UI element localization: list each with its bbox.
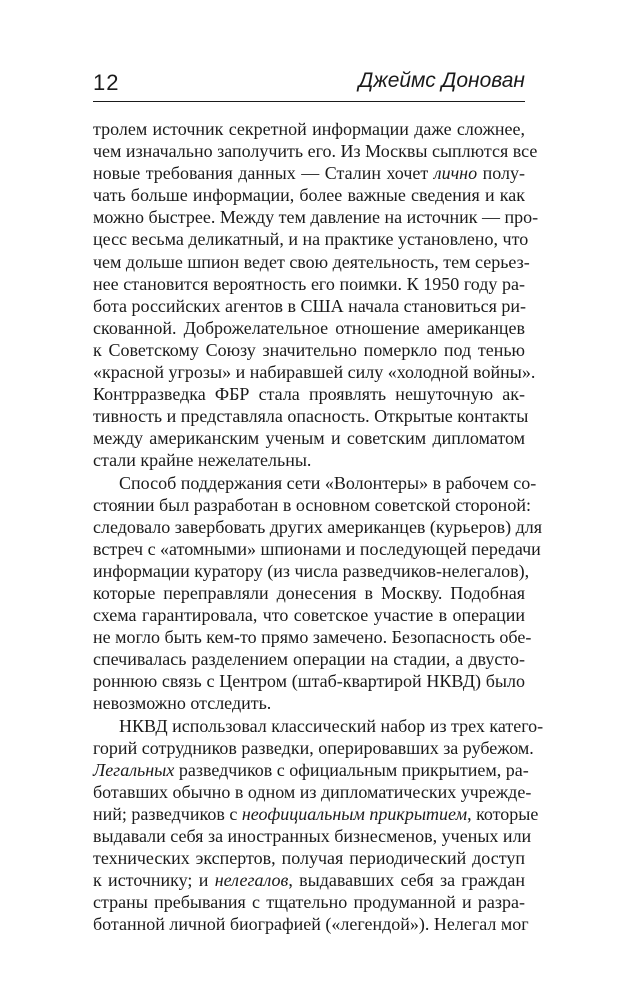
text-line [93,273,525,295]
body-text [93,118,544,935]
line-text: информации куратору (из числа разведчиков-нелегалов), [93,560,530,581]
text-line [93,869,525,891]
text-line [93,560,530,582]
line-text: тролем источник секретной информации даже сложнее, [93,119,525,139]
line-text: горий сотрудников разведки, оперировавших за рубежом. [93,737,534,758]
text-line [93,913,529,935]
line-text: спечивалась разделением операции на стадии, а двусто- [93,649,525,670]
text-line [93,361,536,383]
text-line [93,449,525,471]
line-text: Контрразведка ФБР стала проявлять нешуточную ак- [93,384,525,405]
text-line [93,206,539,228]
line-text: «красной угрозы» и набиравшей силу «холодной войны». [93,362,536,383]
line-text: новые требования данных — Сталин хочет [93,163,434,184]
line-text: следовало завербовать других американцев (курьеров) для [93,516,543,537]
text-line [93,759,529,781]
text-line [93,339,525,361]
line-text: можно быстрее. Между тем давление на источник — про- [93,207,539,228]
line-text: бота российских агентов в США начала становиться ри- [93,295,526,316]
text-line [93,670,525,692]
line-text: чем изначально заполучить его. Из Москвы сыплются все [93,141,538,162]
text-line [93,251,530,273]
line-emphasis: нелегалов [214,870,289,891]
line-text: не могло быть кем-то прямо замечено. Безопасность обе- [93,627,532,648]
line-emphasis: неофициальным прикрытием [241,803,468,824]
text-line [93,692,525,714]
page-header [93,64,525,104]
line-text: Способ поддержания сети «Волонтеры» в рабочем со- [119,472,537,493]
text-line [93,847,525,869]
paragraph-3 [93,715,544,936]
text-line [93,317,525,339]
line-text: которые переправляли донесения в Москву. Подобная [93,582,525,603]
text-line [93,472,537,494]
text-line [93,494,531,516]
text-line [93,228,529,250]
text-line [93,295,525,317]
text-line [93,162,525,184]
line-text: выдавали себя за иностранных бизнесменов, ученых или [93,826,532,846]
line-text: чать больше информации, более важные сведения и как [93,185,525,206]
text-line [93,825,532,847]
text-line [93,118,525,140]
header-rule [93,101,525,102]
text-line [93,648,525,670]
text-line [93,538,541,560]
line-text-tail: разведчиков с официальным прикрытием, ра- [174,759,529,780]
line-text: между американским ученым и советским дипломатом [93,428,525,449]
line-text: технических экспертов, получая периодический доступ [93,848,525,869]
text-line [93,604,525,626]
line-text: встреч с «атомными» шпионами и последующей передачи [93,538,541,559]
line-text: цесс весьма деликатный, и на практике установлено, что [93,229,529,250]
line-text-tail: , которые [467,803,539,824]
text-line [93,781,532,803]
line-text: тивность и представляла опасность. Открытые контакты [93,406,529,427]
text-line [93,715,544,737]
line-text: схема гарантировала, что советское участие в операции [93,605,525,626]
line-text: скованной. Доброжелательное отношение американцев [93,317,525,338]
line-text: ботанной личной биографией («легендой»). Нелегал мог [93,914,529,935]
running-title: Джеймс Донован [358,69,525,92]
text-line [93,405,529,427]
text-line [93,383,525,405]
text-line [93,516,543,538]
line-emphasis: Легальных [93,759,175,780]
text-line [93,737,534,759]
line-text: к источнику; и [93,870,215,891]
line-text: НКВД использовал классический набор из трех катего- [119,715,544,736]
line-text: невозможно отследить. [93,693,272,714]
line-text: ботавших обычно в одном из дипломатических учрежде- [93,781,532,802]
line-text: чем дольше шпион ведет свою деятельность, тем серьез- [93,251,530,272]
paragraph-1 [93,118,539,472]
line-text: к Советскому Союзу значительно померкло под тенью [93,339,525,360]
line-text: роннюю связь с Центром (штаб-квартирой НКВД) было [93,671,525,692]
text-line [93,427,525,449]
text-line [93,803,539,825]
line-text: стоянии был разработан в основном советской стороной: [93,494,531,515]
paragraph-2 [93,472,543,715]
line-text: нее становится вероятность его поимки. К 1950 году ра- [93,273,525,294]
text-line [93,582,525,604]
text-line [93,891,525,913]
line-text: стали крайне нежелательны. [93,450,312,471]
text-line [93,140,538,162]
text-line [93,626,532,648]
page-number: 12 [93,70,120,95]
line-text: страны пребывания с тщательно продуманной и разра- [93,892,525,913]
line-text-tail: полу- [477,163,525,184]
line-text: ний; разведчиков с [93,803,242,824]
line-emphasis: лично [433,163,478,184]
text-line [93,184,525,206]
line-text-tail: , выдававших себя за граждан [288,870,525,891]
